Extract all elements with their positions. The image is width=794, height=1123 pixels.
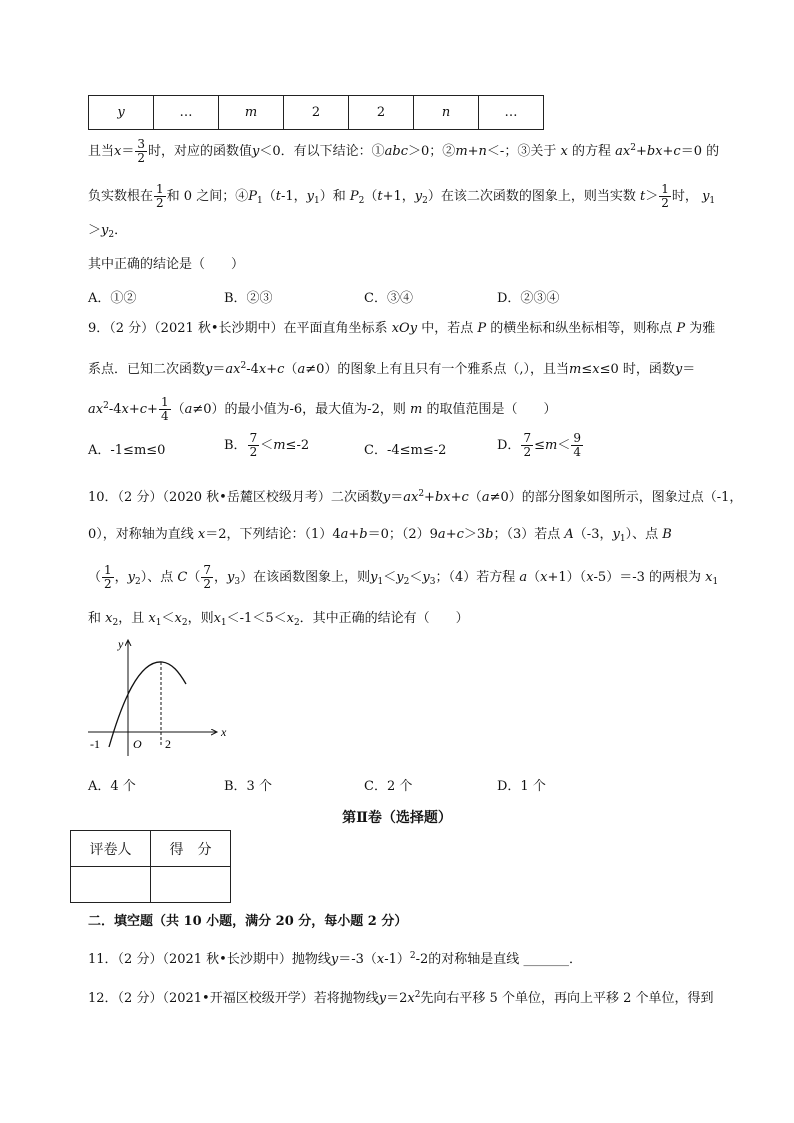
q10-option-d: D．1 个 — [497, 779, 546, 794]
q10-option-a: A．4 个 — [88, 779, 136, 794]
reviewer-cell — [71, 867, 151, 903]
table-row — [71, 831, 231, 867]
q10-line3: （ $\frac{1}{2}$ ，$y_2$）、点 C（ $\frac{7}{2}$ ，$y_3$）在该函数图象上，则$y_1<y_2<y_3$；（4）若方程 a（x+1）（x-5）＝-3 的两根为 $x_1$ — [88, 563, 719, 591]
q10-line2: 0），对称轴为直线 x＝2，下列结论：（1）4a+b＝0；（2）9a+c＞3b；（3）若点 A（-3，$y_1$）、点 B — [88, 527, 672, 544]
grade-table — [70, 830, 231, 903]
table-cell: y — [89, 96, 154, 130]
score-cell — [151, 867, 231, 903]
q10-option-b: B．3 个 — [224, 779, 272, 794]
reviewer-header: 评卷人 — [71, 831, 151, 867]
x-axis-label: x — [221, 725, 227, 739]
y-axis-label: y — [118, 637, 124, 651]
table-row — [71, 867, 231, 903]
q9-line2: 系点．已知二次函数$y=ax^2-4x+c(a\ne 0)$的图象上有且只有一个雅系点（,），且当m≤x≤0 时，函数y＝ — [88, 361, 696, 377]
table-cell: n — [414, 96, 479, 130]
q9-option-b: B． $\frac{7}{2}$ ＜m≤-2 — [224, 431, 310, 459]
two-label: 2 — [165, 737, 171, 751]
parabola-graph — [84, 632, 244, 757]
q8-question: 其中正确的结论是（ ） — [88, 257, 245, 272]
table-cell: 2 — [349, 96, 414, 130]
table-cell: 2 — [284, 96, 349, 130]
q9-line1: 9．（2 分）（2021 秋•长沙期中）在平面直角坐标系 xOy 中，若点 P 的横坐标和纵坐标相等，则称点 P 为雅 — [88, 321, 716, 336]
q9-option-d: D． $\frac{7}{2}$ ≤m＜ $\frac{9}{4}$ — [497, 431, 581, 459]
q8-line2: 负实数根在 $\frac{1}{2}$ 和 0 之间；$④P_1(t-1$，$y_1$）和 $P_2(t+1$，$y_2$）在该二次函数的图象上，则当实数 t＞ $\frac{1}{2}$ 时， $y_1$ — [88, 182, 716, 210]
part2-title: 第Ⅱ卷（选择题） — [342, 810, 452, 826]
score-header: 得 分 — [151, 831, 231, 867]
value-table — [88, 95, 544, 130]
answer-blank[interactable]: _______ — [523, 952, 569, 967]
q9-option-a: A．-1≤m≤0 — [88, 443, 166, 458]
origin-label: O — [133, 737, 142, 751]
table-row — [89, 96, 544, 130]
parabola-curve — [109, 662, 186, 747]
q12: 12．（2 分）（2021•开福区校级开学）若将抛物线$y=2x^2$先向右平移 5 个单位，再向上平移 2 个单位，得到 — [88, 990, 714, 1006]
table-cell: … — [479, 96, 544, 130]
q8-line3: $>y_2$． — [88, 223, 128, 240]
section-heading: 二．填空题（共 10 小题，满分 20 分，每小题 2 分） — [88, 914, 408, 929]
q8-option-b: B．②③ — [224, 291, 273, 306]
q11: 11．（2 分）（2021 秋•长沙期中）抛物线$y=-3(x-1)^2-2$的对称轴是直线 _______． — [88, 951, 582, 967]
q8-option-d: D．②③④ — [497, 291, 560, 306]
q9-line3: $ax^2-4x+c+$ $\frac{1}{4}$ （a≠0）的最小值为-6，最大值为-2，则 m 的取值范围是（ ） — [88, 395, 557, 423]
q8-line1: 且当x＝ $\frac{3}{2}$ 时，对应的函数值y＜0．有以下结论：①abc＞0；②m+n＜-；③关于 x 的方程 $ax^2+bx+c=0$ 的 — [88, 137, 720, 165]
q10-line1: 10．（2 分）（2020 秋•岳麓区校级月考）二次函数$y=ax^2+bx+c(a\ne 0)$的部分图象如图所示，图象过点（-1， — [88, 489, 743, 505]
q10-line4: 和 $x_2$，且 $x_1<x_2$，则$x_1<-1<5<x_2$．其中正确的结论有（ ） — [88, 611, 469, 628]
neg-one-label: -1 — [90, 737, 100, 751]
q8-option-c: C．③④ — [364, 291, 413, 306]
q10-option-c: C．2 个 — [364, 779, 413, 794]
q8-option-a: A．①② — [88, 291, 137, 306]
table-cell: … — [154, 96, 219, 130]
q9-option-c: C．-4≤m≤-2 — [364, 443, 447, 458]
table-cell: m — [219, 96, 284, 130]
